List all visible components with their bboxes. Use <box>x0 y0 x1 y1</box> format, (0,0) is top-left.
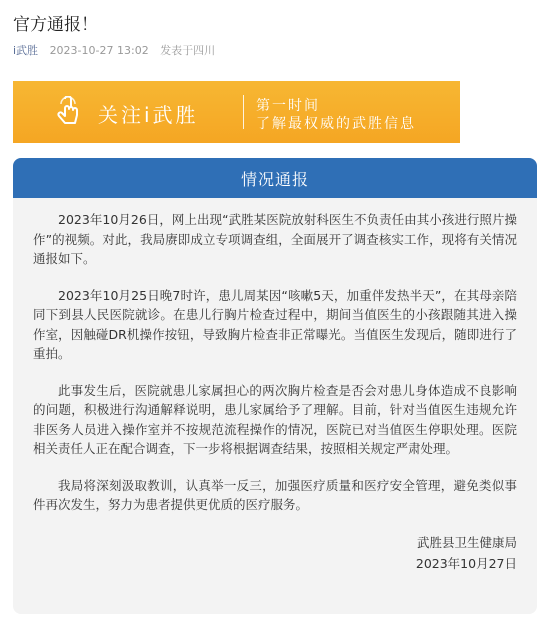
author-link[interactable]: i武胜 <box>13 44 39 57</box>
notice-card <box>13 158 537 614</box>
article-meta <box>13 42 223 58</box>
publish-datetime: 2023-10-27 13:02 <box>49 44 149 57</box>
notice-paragraph: 此事发生后，医院就患儿家属担心的两次胸片检查是否会对患儿身体造成不良影响的问题，积极进行沟通解释说明，患儿家属给予了理解。目前，针对当值医生违规允许非医务人员进入操作室并不按规范流程操作的情况，医院已对当值医生停职处理。医院相关责任人正在配合调查，下一步将根据调查结果，按照相关规定严肃处理。 <box>33 382 517 456</box>
hand-pointer-icon <box>57 96 79 126</box>
notice-paragraph: 我局将深刻汲取教训，认真举一反三，加强医疗质量和医疗安全管理，避免类似事件再次发生，努力为患者提供更优质的医疗服务。 <box>33 477 517 512</box>
banner-slogan-line2: 了解最权威的武胜信息 <box>256 116 416 132</box>
follow-banner[interactable] <box>13 81 460 143</box>
notice-paragraph: 2023年10月25日晚7时许，患儿周某因“咳嗽5天，加重伴发热半天”，在其母亲陪同下到县人民医院就诊。在患儿行胸片检查过程中，期间当值医生的小孩跟随其进入操作室，因触碰DR机操作按钮，导致胸片检查非正常曝光。当值医生发现后，随即进行了重拍。 <box>33 287 517 361</box>
notice-header: 情况通报 <box>13 158 537 198</box>
publish-location: 发表于四川 <box>160 44 216 57</box>
article-title: 官方通报！ <box>13 15 98 35</box>
notice-paragraph: 2023年10月26日，网上出现“武胜某医院放射科医生不负责任由其小孩进行照片操作”的视频。对此，我局赓即成立专项调查组，全面展开了调查核实工作，现将有关情况通报如下。 <box>33 212 517 266</box>
notice-body <box>13 198 537 574</box>
banner-slogan-line1: 第一时间 <box>256 98 320 114</box>
banner-divider <box>243 95 244 129</box>
follow-text: 关注i武胜 <box>98 103 199 127</box>
notice-date: 2023年10月27日 <box>415 555 517 571</box>
notice-signature: 武胜县卫生健康局 <box>416 534 517 550</box>
